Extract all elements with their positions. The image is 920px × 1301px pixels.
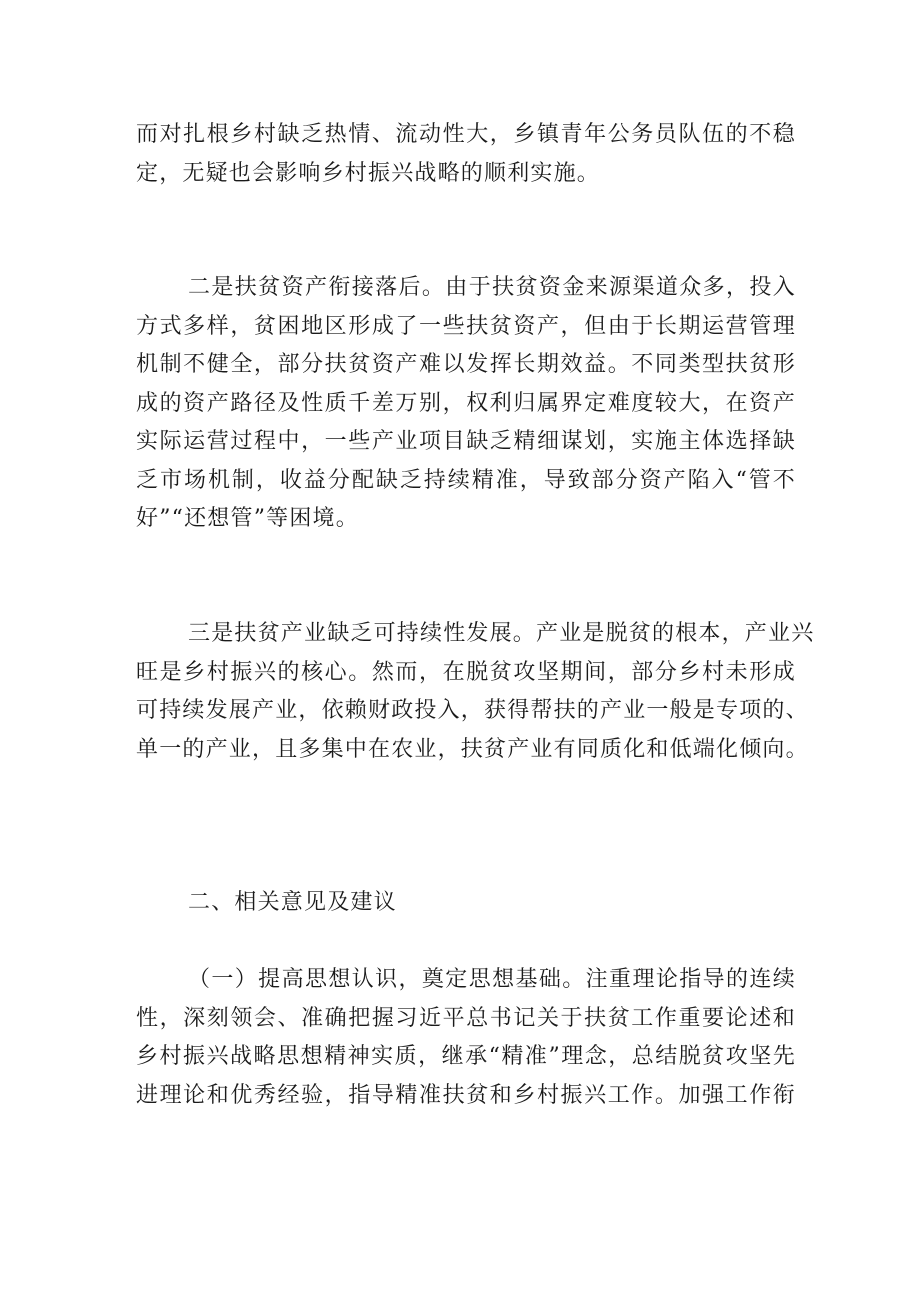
- text-line: 二是扶贫资产衔接落后。由于扶贫资金来源渠道众多，投入: [188, 275, 796, 300]
- text-line: 单一的产业，且多集中在农业，扶贫产业有同质化和低端化倾向。: [136, 736, 809, 762]
- text-line: 进理论和优秀经验，指导精准扶贫和乡村振兴工作。加强工作衔: [136, 1082, 796, 1108]
- paragraph-poverty-industries: [136, 615, 815, 769]
- paragraph-continuation: [136, 116, 796, 193]
- text-line: 性，深刻领会、准确把握习近平总书记关于扶贫工作重要论述和: [136, 1005, 796, 1031]
- text-line: 旺是乡村振兴的核心。然而，在脱贫攻坚期间，部分乡村未形成: [136, 659, 796, 685]
- paragraph-raise-awareness: [136, 961, 796, 1115]
- text-line: 机制不健全，部分扶贫资产难以发挥长期效益。不同类型扶贫形: [136, 352, 796, 377]
- text-line: 好”“还想管”等困境。: [136, 506, 359, 531]
- text-line: （一）提高思想认识，奠定思想基础。注重理论指导的连续: [188, 967, 796, 992]
- text-line: 可持续发展产业，依赖财政投入，获得帮扶的产业一般是专项的、: [136, 698, 809, 723]
- section-heading: 二、相关意见及建议: [188, 890, 397, 915]
- text-line: 实际运营过程中，一些产业项目缺乏精细谋划，实施主体选择缺: [136, 429, 796, 454]
- text-line: 成的资产路径及性质千差万别，权利归属界定难度较大，在资产: [136, 390, 796, 416]
- text-line: 三是扶贫产业缺乏可持续性发展。产业是脱贫的根本，产业兴: [188, 621, 815, 646]
- text-line: 乏市场机制，收益分配缺乏持续精准，导致部分资产陷入“管不: [136, 467, 796, 493]
- text-line: 而对扎根乡村缺乏热情、流动性大，乡镇青年公务员队伍的不稳: [136, 122, 796, 147]
- paragraph-poverty-assets: [136, 269, 796, 539]
- text-line: 方式多样，贫困地区形成了一些扶贫资产，但由于长期运营管理: [136, 313, 796, 339]
- text-line: 乡村振兴战略思想精神实质，继承“精准”理念，总结脱贫攻坚先: [136, 1044, 796, 1069]
- text-line: 定，无疑也会影响乡村振兴战略的顺利实施。: [136, 160, 601, 186]
